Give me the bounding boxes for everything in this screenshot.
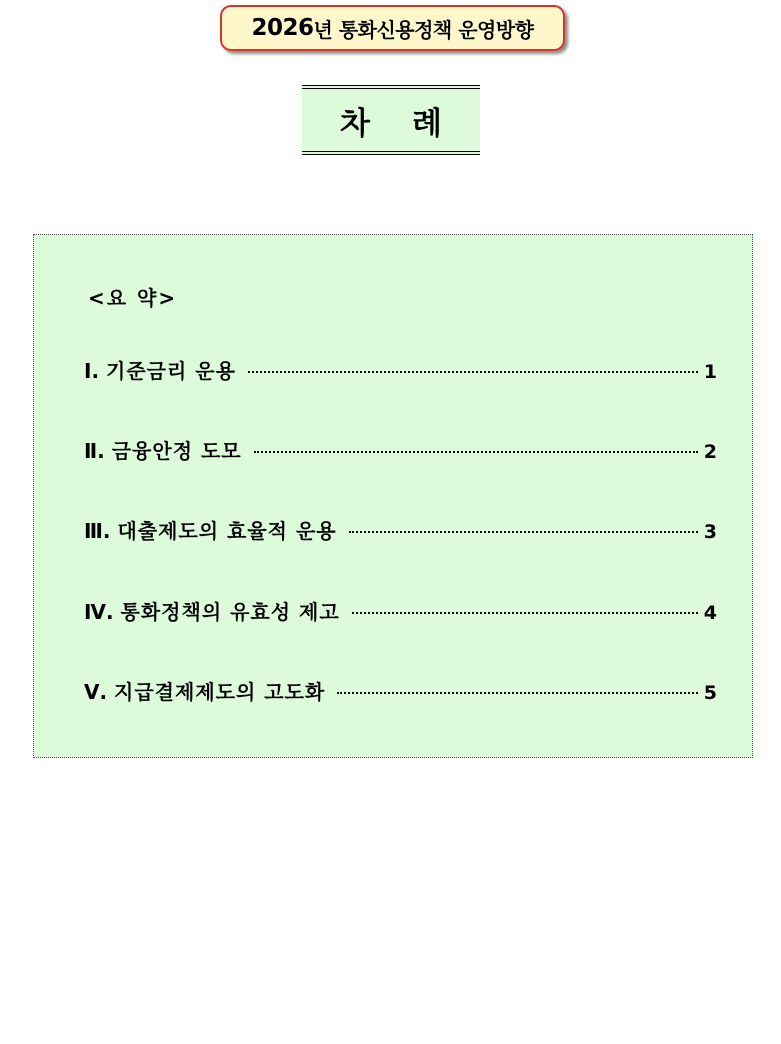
- toc-entry[interactable]: [84, 596, 717, 626]
- toc-entry[interactable]: [84, 676, 717, 706]
- dot-leader: [352, 612, 698, 614]
- dot-leader: [248, 371, 698, 373]
- toc-entry[interactable]: [84, 355, 717, 385]
- title-text: 년 통화신용정책 운영방향: [313, 17, 534, 42]
- document-title-banner: [220, 5, 565, 51]
- title-year: 2026: [251, 15, 314, 41]
- toc-entry[interactable]: [84, 435, 717, 465]
- toc-entry-page: 4: [703, 602, 717, 624]
- toc-heading-text: 차례: [340, 105, 484, 142]
- dot-leader: [254, 451, 698, 453]
- toc-entry-number: Ⅳ.: [84, 600, 121, 624]
- toc-entry-number: Ⅴ.: [84, 680, 115, 704]
- dot-leader: [349, 531, 698, 533]
- toc-entry-title: 통화정책의 유효성 제고: [120, 600, 340, 624]
- toc-entry-title: 금융안정 도모: [111, 439, 242, 463]
- toc-entry-title: 기준금리 운용: [106, 359, 236, 383]
- toc-entry-number: Ⅲ.: [84, 519, 118, 543]
- toc-entry-page: 3: [703, 521, 717, 543]
- toc-summary-link[interactable]: <요 약>: [88, 286, 178, 310]
- toc-entry-page: 2: [703, 441, 717, 463]
- toc-entry-number: Ⅰ.: [84, 359, 107, 383]
- toc-box: [33, 234, 753, 758]
- toc-entry-page: 1: [703, 361, 717, 383]
- toc-heading: [302, 85, 484, 155]
- toc-entry-number: Ⅱ.: [84, 439, 112, 463]
- dot-leader: [337, 692, 698, 694]
- toc-entry-title: 대출제도의 효율적 운용: [117, 519, 337, 543]
- toc-entry-title: 지급결제제도의 고도화: [114, 680, 326, 704]
- toc-entry-page: 5: [703, 682, 717, 704]
- toc-entry[interactable]: [84, 515, 717, 545]
